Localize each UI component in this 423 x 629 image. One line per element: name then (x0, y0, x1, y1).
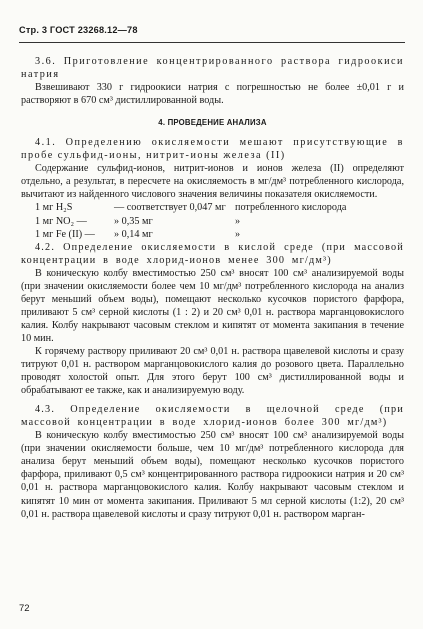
equivalence-list (21, 201, 404, 240)
equivalence-substance: 1 мг NO₂ — (35, 215, 87, 227)
clause-4-1-text: Содержание сульфид-ионов, нитрит-ионов и ионов железа (II) определяют отдельно, а результат, в пересчете на окисляемость в мг/дм³ потребленного кислорода, вычитают из найденного числового значения величины показателя окисляемости. (21, 163, 404, 201)
clause-4-3-paragraph: В коническую колбу вместимостью 250 см³ вносят 100 см³ анализируемой воды (при значении окисляемости больше, чем 10 мг/дм³ потребленного кислорода для анализа берут меньший объем воды), помещают несколько кусочков пористого фарфора, приливают 0,5 см³ концентрированного раствора гидроокиси натрия и 20 см³ 0,01 н. раствора марганцовокислого калия. Колбу накрывают часовым стеклом и кипятят 10 мин от момента закипания. Приливают 5 мл серной кислоты (1:2), 20 см³ 0,01 н. раствора щавелевой кислоты и сразу титруют 0,01 н. раствором марган- (21, 430, 404, 520)
clause-4-3-heading: 4.3. Определение окисляемости в щелочной среде (при массовой концентрации в воде хлорид-ионов более 300 мг/дм³) (21, 404, 404, 429)
page-header: Стр. 3 ГОСТ 23268.12—78 (19, 25, 138, 35)
clause-3-6-heading: 3.6. Приготовление концентрированного раствора гидроокиси натрия (21, 56, 404, 81)
equivalence-amount: — соответствует 0,047 мг (114, 202, 226, 214)
section-title: 4. ПРОВЕДЕНИЕ АНАЛИЗА (158, 118, 267, 128)
equivalence-amount: » 0,35 мг (114, 215, 153, 227)
clause-4-2-paragraph: В коническую колбу вместимостью 250 см³ вносят 100 см³ анализируемой воды (при значении окисляемости более чем 10 мг/дм³ потребленного кислорода на анализ берут меньший объем воды), помещают несколько кусочков пористого фарфора, приливают 5 см³ серной кислоты (1 : 2) и 20 см³ 0,01 н. раствора марганцовокислого калия. Колбу накрывают часовым стеклом и кипятят от момента закипания в течение 10 мин. (21, 267, 404, 344)
clause-4-1-heading: 4.1. Определению окисляемости мешают присутствующие в пробе сульфид-ионы, нитрит-ионы железа (II) (21, 137, 404, 162)
page-number: 72 (19, 603, 30, 614)
equivalence-unit: » (235, 215, 241, 227)
equivalence-unit: » (235, 228, 241, 240)
page-body (21, 55, 404, 521)
equivalence-substance: 1 мг Fe (II) — (35, 228, 95, 240)
clause-3-6-text: Взвешивают 330 г гидроокиси натрия с погрешностью не более ±0,01 г и растворяют в 670 см³ дистиллированной воды. (21, 82, 404, 107)
clause-4-2-paragraph: К горячему раствору приливают 20 см³ 0,01 н. раствора щавелевой кислоты и сразу титруют 0,01 н. раствором марганцовокислого калия до розового цвета. Параллельно проводят холостой опыт. Для этого берут 100 см³ дистиллированной воды и обрабатывают ее также, как и анализируемую воду. (21, 345, 404, 397)
equivalence-row (21, 215, 404, 228)
equivalence-row (21, 201, 404, 214)
equivalence-substance: 1 мг H₂S (35, 202, 73, 214)
equivalence-amount: » 0,14 мг (114, 228, 153, 240)
clause-4-2-heading: 4.2. Определение окисляемости в кислой среде (при массовой концентрации в воде хлорид-ионов менее 300 мг/дм³) (21, 241, 404, 266)
equivalence-unit: потребленного кислорода (235, 202, 347, 214)
equivalence-row (21, 228, 404, 241)
header-rule (19, 42, 405, 43)
